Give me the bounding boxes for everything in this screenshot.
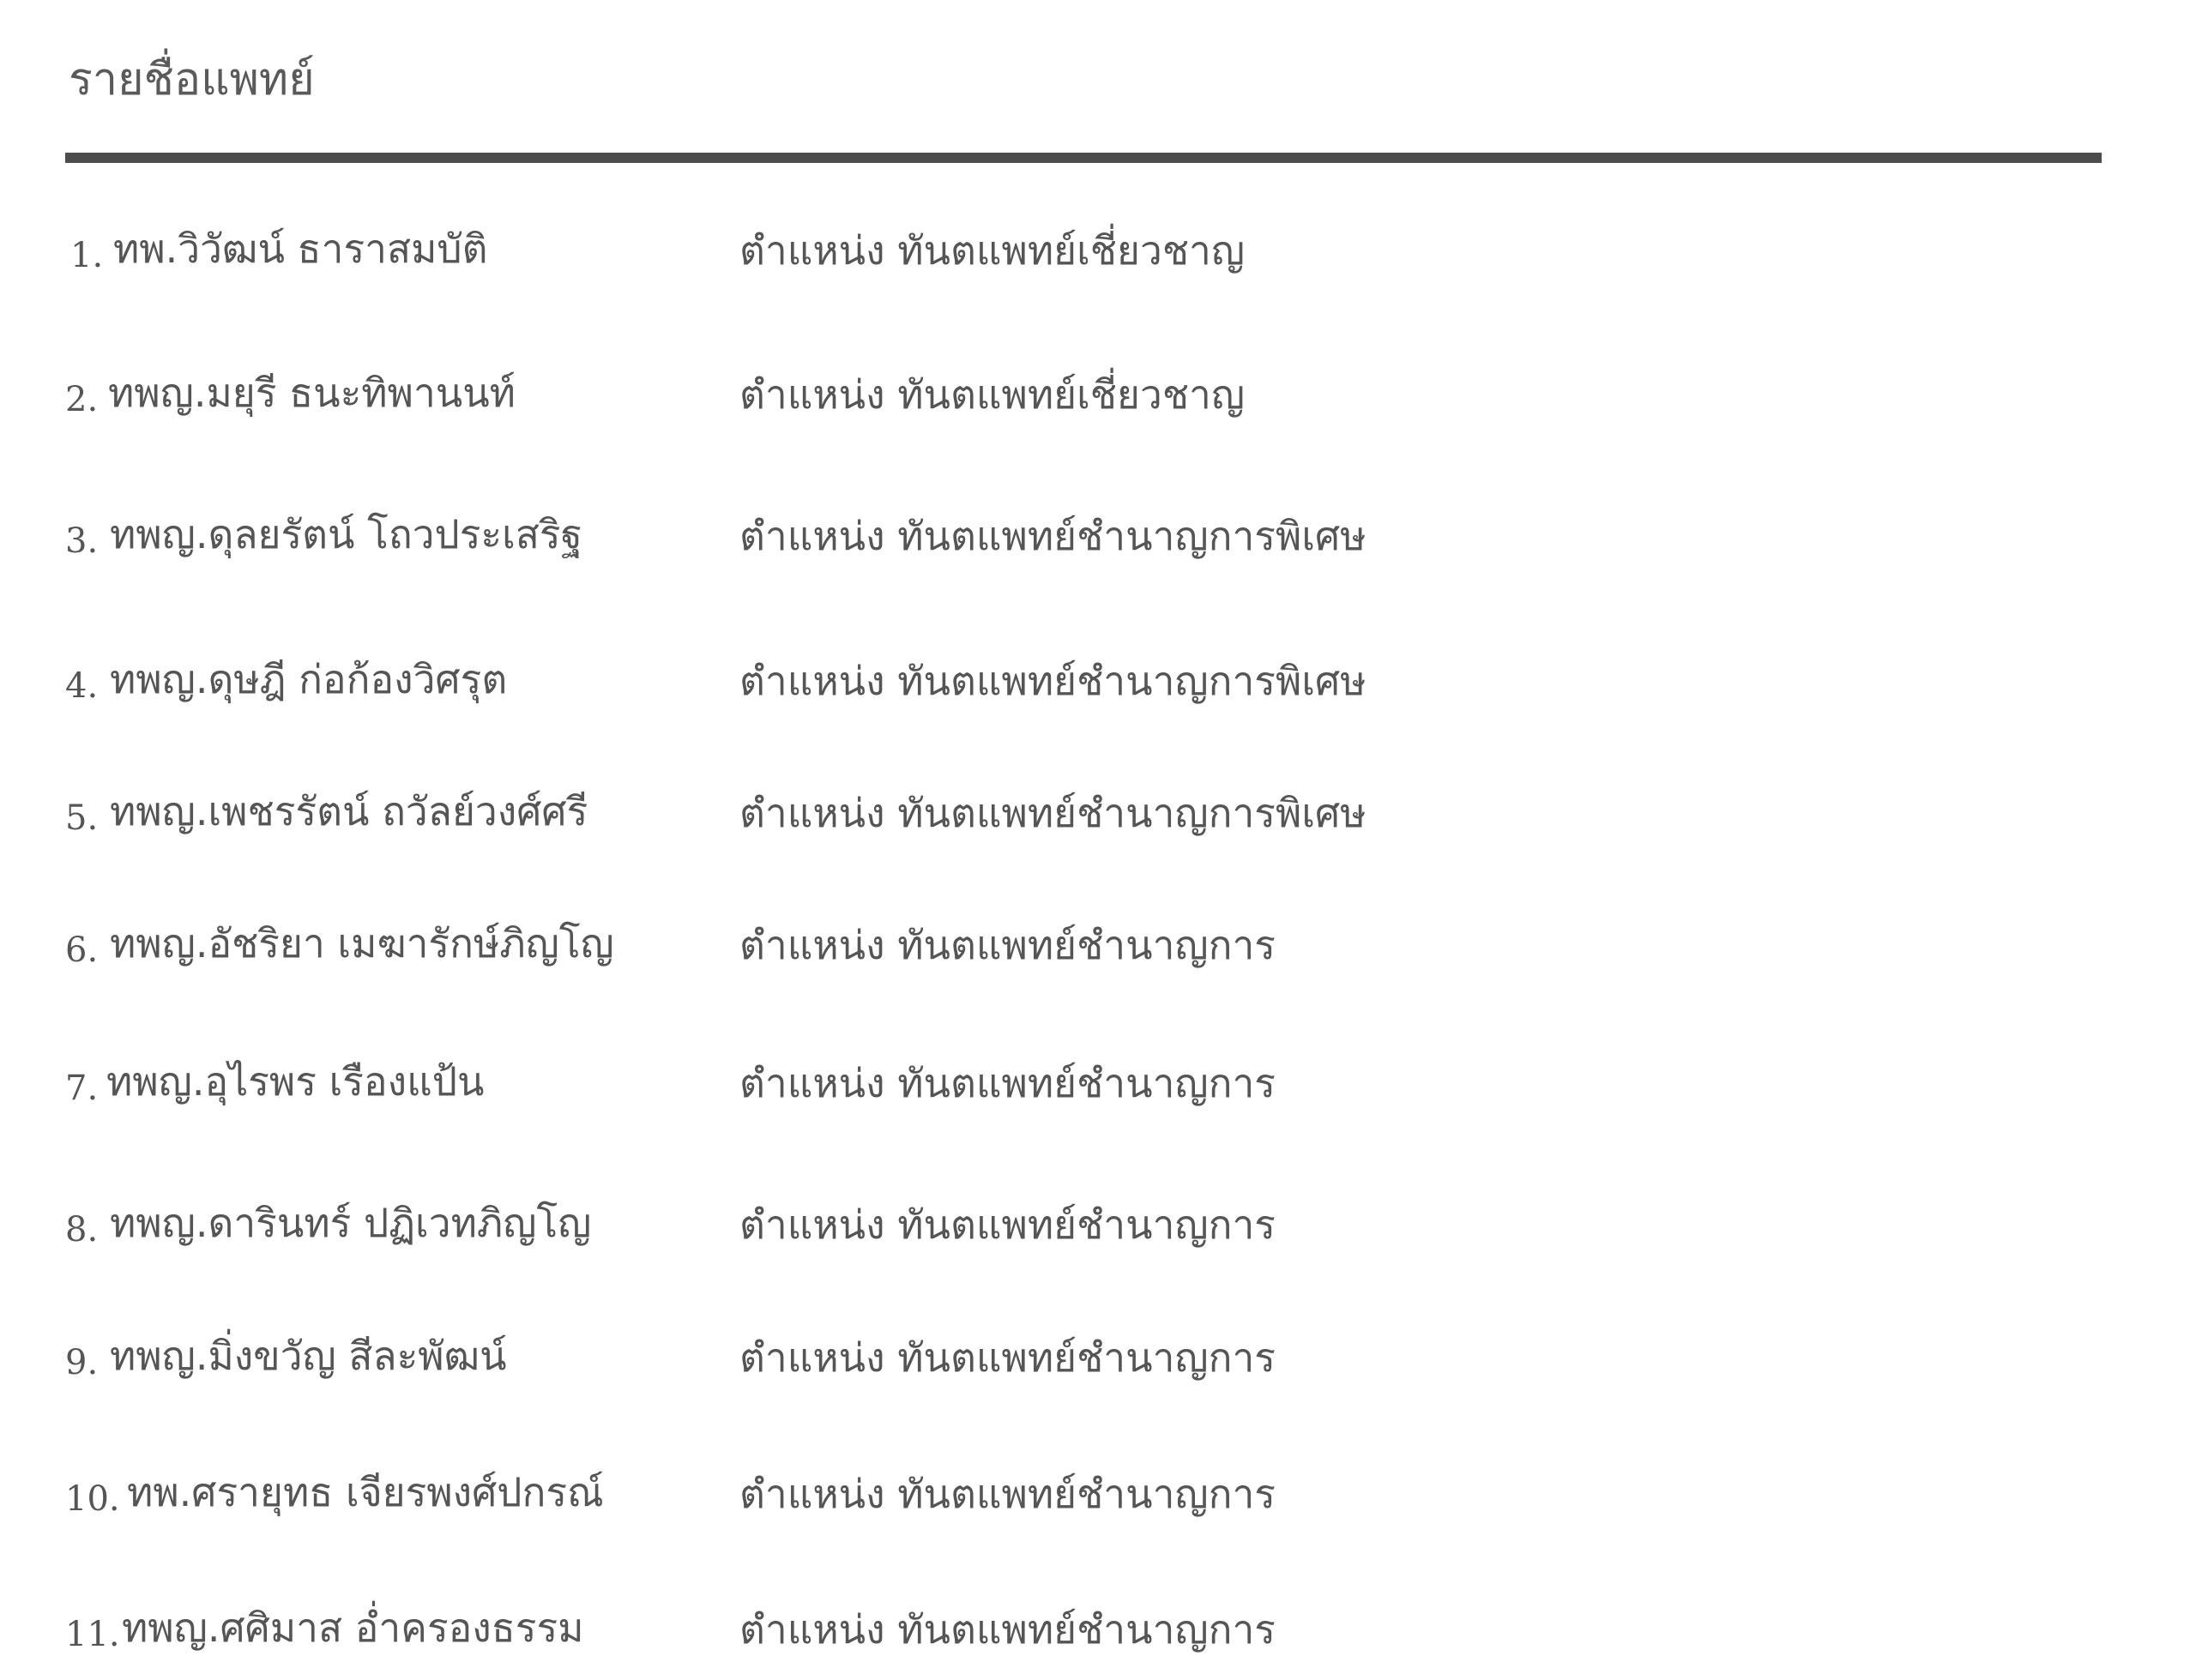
doctor-position: ตำแหน่ง ทันตแพทย์ชำนาญการ	[739, 1471, 1276, 1517]
doctor-position: ตำแหน่ง ทันตแพทย์เชี่ยวชาญ	[739, 371, 1246, 418]
doctor-row	[0, 363, 2196, 440]
doctor-name: ทพญ.ดุลยรัตน์ โถวประเสริฐ	[110, 511, 583, 557]
doctor-number: 8.	[65, 1210, 99, 1249]
doctor-name: ทพญ.ดารินทร์ ปฏิเวทภิญโญ	[110, 1200, 592, 1246]
doctor-position: ตำแหน่ง ทันตแพทย์ชำนาญการพิเศษ	[739, 658, 1366, 704]
doctor-row	[0, 1193, 2196, 1270]
doctor-name: ทพญ.อุไรพร เรืองแป้น	[106, 1058, 485, 1105]
doctor-number: 10.	[65, 1479, 120, 1519]
doctor-row	[0, 649, 2196, 726]
doctor-number: 2.	[65, 380, 99, 419]
doctor-name: ทพญ.ศศิมาส อ่ำครองธรรม	[122, 1605, 584, 1651]
doctor-row	[0, 219, 2196, 296]
doctor-row	[0, 781, 2196, 858]
doctor-position: ตำแหน่ง ทันตแพทย์ชำนาญการ	[739, 1606, 1276, 1653]
doctor-number: 4.	[65, 666, 99, 706]
doctor-name: ทพญ.เพชรรัตน์ ถวัลย์วงศ์ศรี	[110, 788, 588, 834]
doctor-number: 9.	[65, 1343, 99, 1382]
doctor-name: ทพญ.มิ่งขวัญ สีละพัฒน์	[110, 1333, 507, 1379]
doctor-row	[0, 1462, 2196, 1539]
doctor-name: ทพ.ศรายุทธ เจียรพงศ์ปกรณ์	[127, 1469, 604, 1515]
doctor-name: ทพ.วิวัฒน์ ธาราสมบัติ	[113, 226, 488, 272]
doctor-position: ตำแหน่ง ทันตแพทย์ชำนาญการ	[739, 1060, 1276, 1106]
doctor-number: 11.	[65, 1615, 120, 1654]
doctor-position: ตำแหน่ง ทันตแพทย์ชำนาญการพิเศษ	[739, 513, 1366, 559]
doctor-number: 7.	[65, 1069, 99, 1108]
doctor-position: ตำแหน่ง ทันตแพทย์ชำนาญการ	[739, 1334, 1276, 1381]
doctor-position: ตำแหน่ง ทันตแพทย์ชำนาญการพิเศษ	[739, 790, 1366, 836]
doctor-name: ทพญ.มยุรี ธนะทิพานนท์	[108, 370, 516, 416]
doctor-row	[0, 1326, 2196, 1403]
doctor-name: ทพญ.อัชริยา เมฆารักษ์ภิญโญ	[110, 920, 614, 966]
doctor-number: 5.	[65, 798, 99, 838]
doctor-number: 3.	[65, 521, 99, 561]
doctor-position: ตำแหน่ง ทันตแพทย์ชำนาญการ	[739, 922, 1276, 968]
doctor-row	[0, 913, 2196, 991]
doctor-row	[0, 1051, 2196, 1129]
page-title: รายชื่อแพทย์	[69, 54, 315, 105]
doctor-row	[0, 504, 2196, 581]
doctor-position: ตำแหน่ง ทันตแพทย์เชี่ยวชาญ	[739, 227, 1246, 274]
doctor-row	[0, 1598, 2196, 1675]
doctor-number: 6.	[65, 930, 99, 970]
doctor-position: ตำแหน่ง ทันตแพทย์ชำนาญการ	[739, 1201, 1276, 1248]
doctor-name: ทพญ.ดุษฎี ก่อก้องวิศรุต	[110, 656, 508, 702]
doctor-number: 1.	[70, 236, 104, 275]
